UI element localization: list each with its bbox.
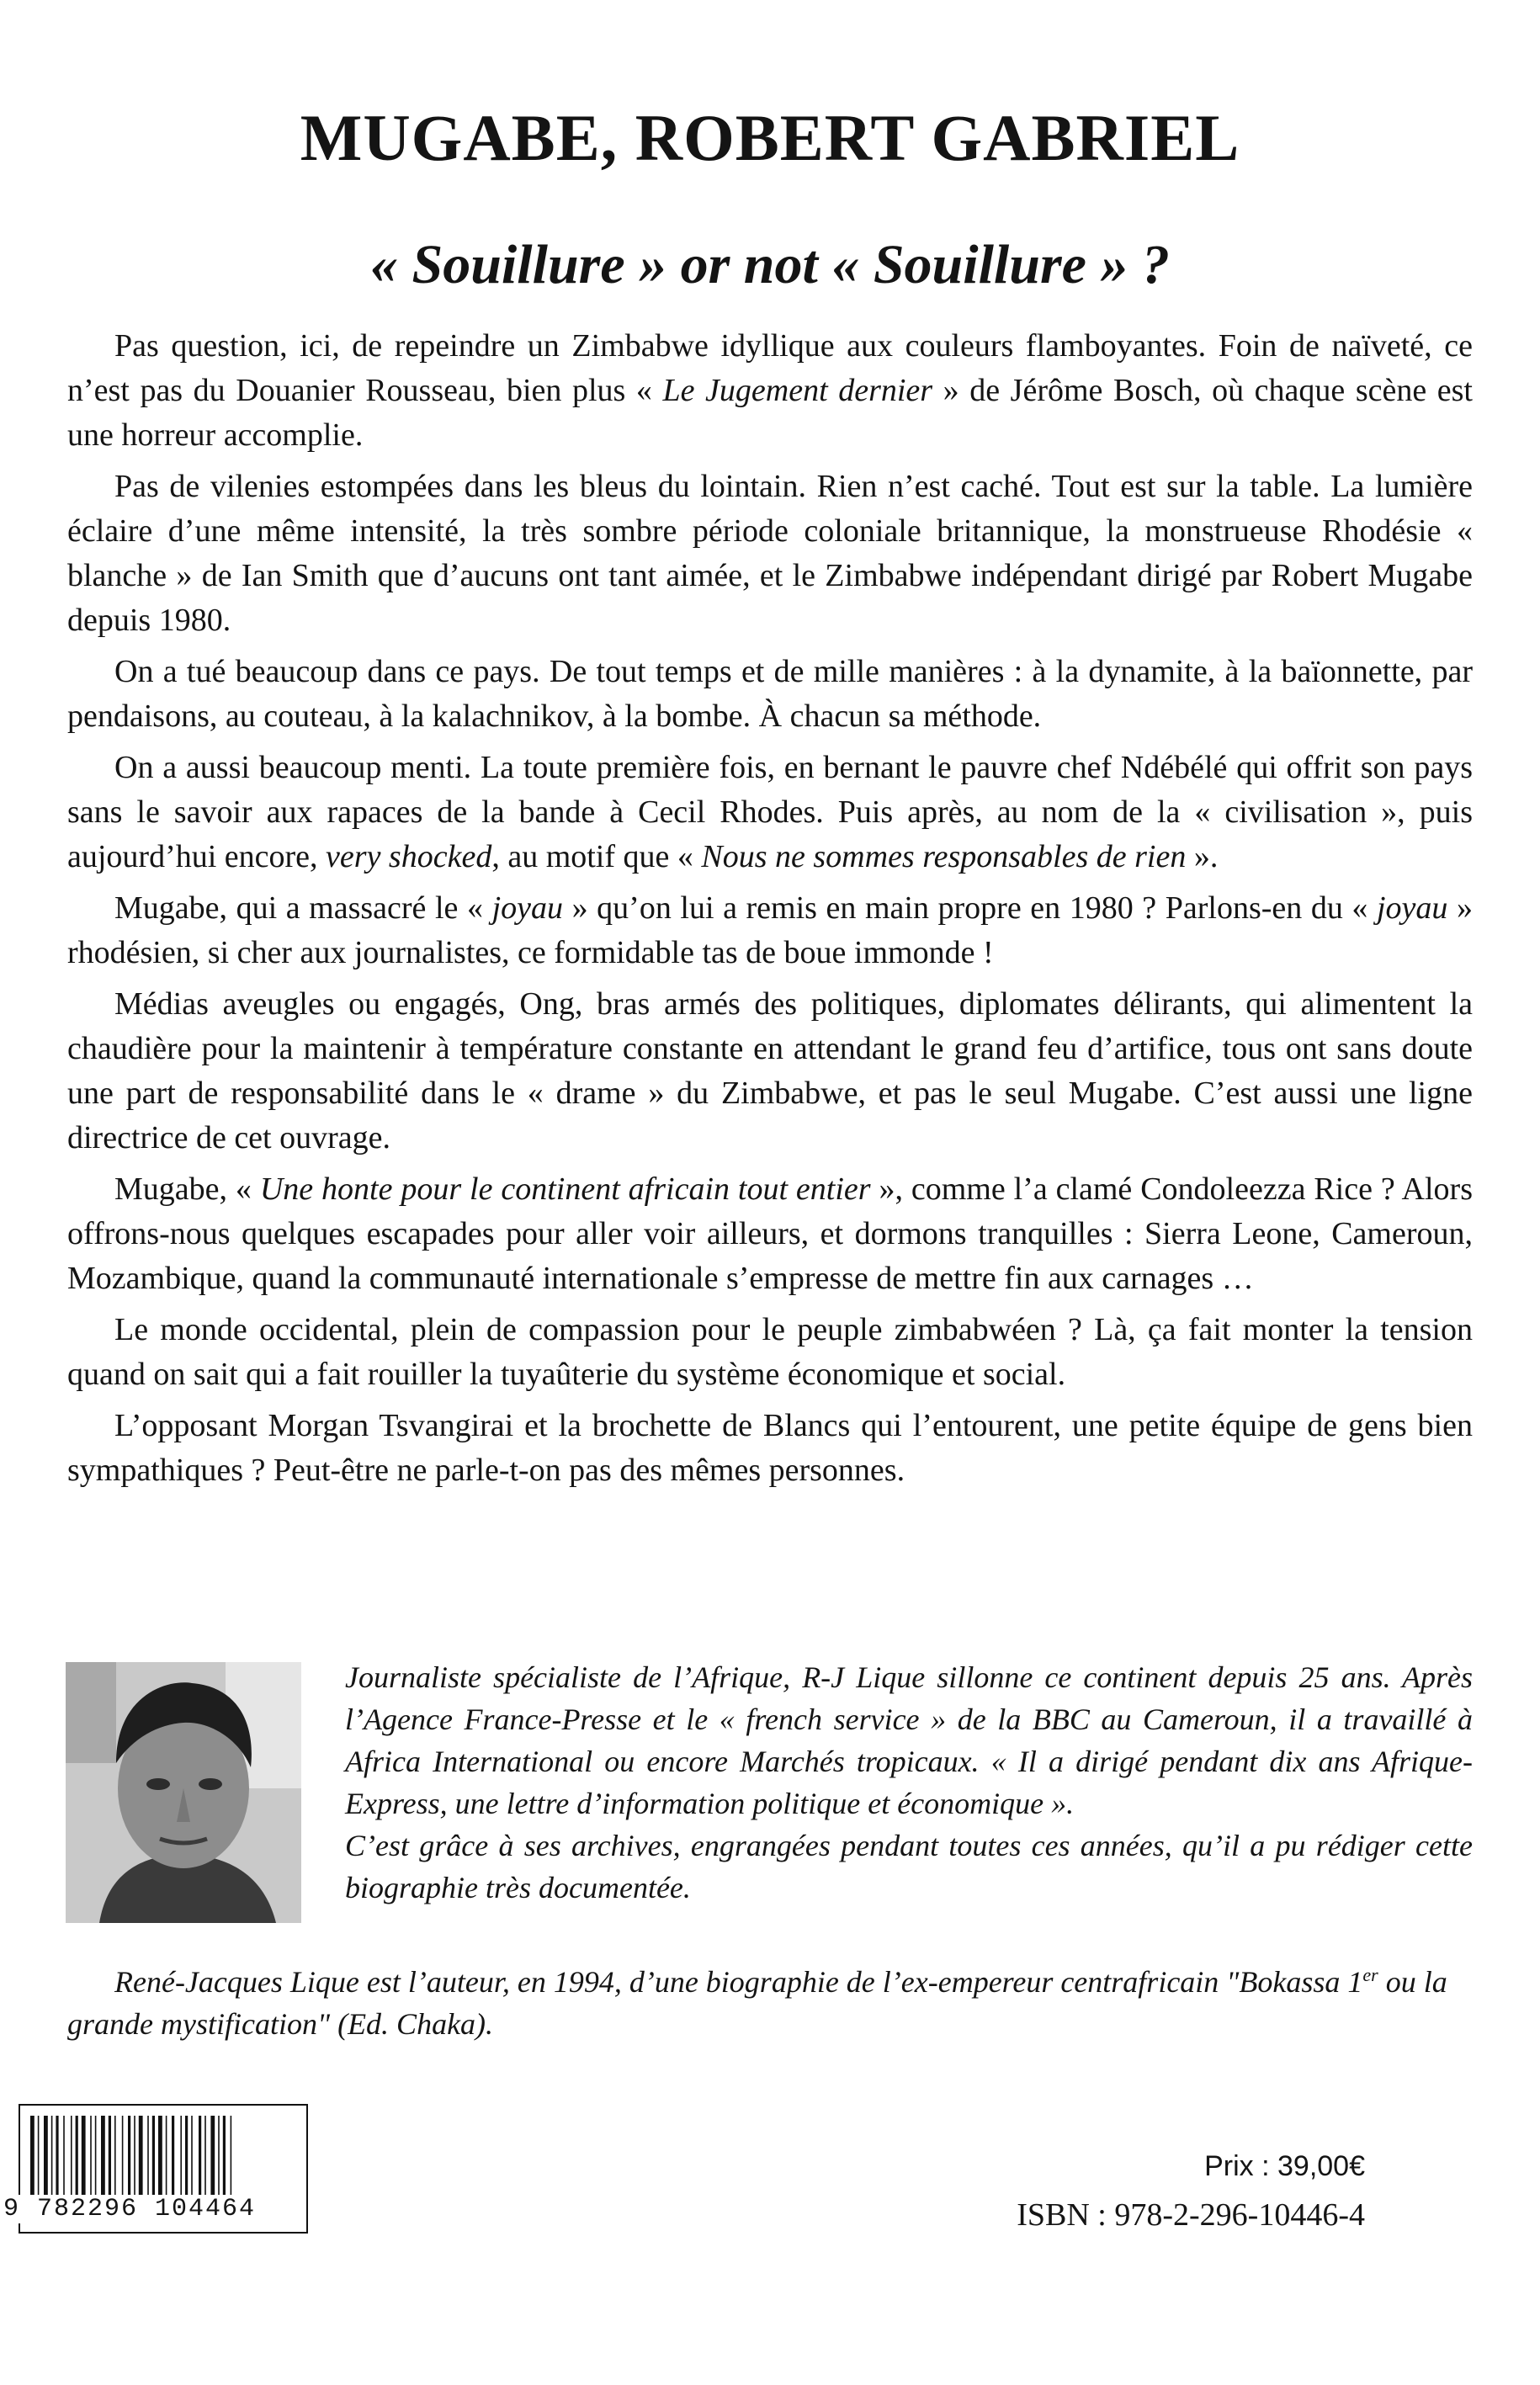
author-photo bbox=[66, 1662, 301, 1923]
blurb-paragraph-8: Le monde occidental, plein de compassion pour le peuple zimbabwéen ? Là, ça fait monter la tension quand on sait qui a fait rouiller la tuyaûterie du système économique et social. bbox=[67, 1312, 1473, 1392]
blurb-paragraph-6: Médias aveugles ou engagés, Ong, bras armés des politiques, diplomates délirants, qui alimentent la chaudière pour la maintenir à température constante en attendant le grand feu d’artifice, tous ont sans doute une part de responsabilité dans le « drame » du Zimbabwe, et pas le seul Mugabe. C’est aussi une ligne directrice de cet ouvrage. bbox=[67, 986, 1473, 1155]
blurb-paragraph-4: On a aussi beaucoup menti. La toute première fois, en bernant le pauvre chef Ndébélé qui offrit son pays sans le savoir aux rapaces de la bande à Cecil Rhodes. Puis après, au nom de la « civilisation », puis aujourd’hui encore, very shocked, au motif que « Nous ne sommes responsables de rien ». bbox=[67, 750, 1473, 874]
author-previous-work: René-Jacques Lique est l’auteur, en 1994, d’une biographie de l’ex-empereur centrafricain "Bokassa 1er ou la grande mystification" (Ed. Chaka). bbox=[67, 1964, 1447, 2041]
blurb-paragraph-5: Mugabe, qui a massacré le « joyau » qu’on lui a remis en main propre en 1980 ? Parlons-en du « joyau » rhodésien, si cher aux journalistes, ce formidable tas de boue immonde ! bbox=[67, 890, 1473, 970]
price: Prix : 39,00€ bbox=[1204, 2150, 1365, 2182]
blurb-paragraph-7: Mugabe, « Une honte pour le continent africain tout entier », comme l’a clamé Condoleezza Rice ? Alors offrons-nous quelques escapades pour aller voir ailleurs, et dormons tranquilles : Sierra Leone, Cameroun, Mozambique, quand la communauté internationale s’empresse de mettre fin aux carnages … bbox=[67, 1171, 1473, 1296]
barcode-digits: 9 782296 104464 bbox=[3, 2195, 306, 2223]
book-title: MUGABE, ROBERT GABRIEL bbox=[300, 101, 1240, 174]
blurb-paragraph-2: Pas de vilenies estompées dans les bleus du lointain. Rien n’est caché. Tout est sur la table. La lumière éclaire d’une même intensité, la très sombre période coloniale britannique, la monstrueuse Rhodésie « blanche » de Ian Smith que d’aucuns ont tant aimée, et le Zimbabwe indépendant dirigé par Robert Mugabe depuis 1980. bbox=[67, 469, 1473, 638]
blurb-paragraph-3: On a tué beaucoup dans ce pays. De tout temps et de mille manières : à la dynamite, à la baïonnette, par pendaisons, au couteau, à la kalachnikov, à la bombe. À chacun sa méthode. bbox=[67, 654, 1473, 734]
book-subtitle: « Souillure » or not « Souillure » ? bbox=[370, 234, 1170, 295]
author-bio-paragraph-2: C’est grâce à ses archives, engrangées pendant toutes ces années, qu’il a pu rédiger cette biographie très documentée. bbox=[345, 1829, 1473, 1904]
author-bio bbox=[345, 1656, 1473, 1909]
blurb-paragraph-1: Pas question, ici, de repeindre un Zimbabwe idyllique aux couleurs flamboyantes. Foin de naïveté, ce n’est pas du Douanier Rousseau, bien plus « Le Jugement dernier » de Jérôme Bosch, où chaque scène est une horreur accomplie. bbox=[67, 328, 1473, 453]
author-bio-paragraph-1: Journaliste spécialiste de l’Afrique, R-J Lique sillonne ce continent depuis 25 ans. Après l’Agence France-Presse et le « french service » de la BBC au Cameroun, il a travaillé à Africa International ou encore Marchés tropicaux. « Il a dirigé pendant dix ans Afrique-Express, une lettre d’information politique et économique ». bbox=[345, 1660, 1473, 1820]
blurb-paragraph-9: L’opposant Morgan Tsvangirai et la brochette de Blancs qui l’entourent, une petite équipe de gens bien sympathiques ? Peut-être ne parle-t-on pas des mêmes personnes. bbox=[67, 1408, 1473, 1488]
isbn: ISBN : 978-2-296-10446-4 bbox=[1017, 2197, 1365, 2233]
barcode-bars-icon bbox=[29, 2116, 298, 2200]
blurb bbox=[67, 324, 1473, 1500]
